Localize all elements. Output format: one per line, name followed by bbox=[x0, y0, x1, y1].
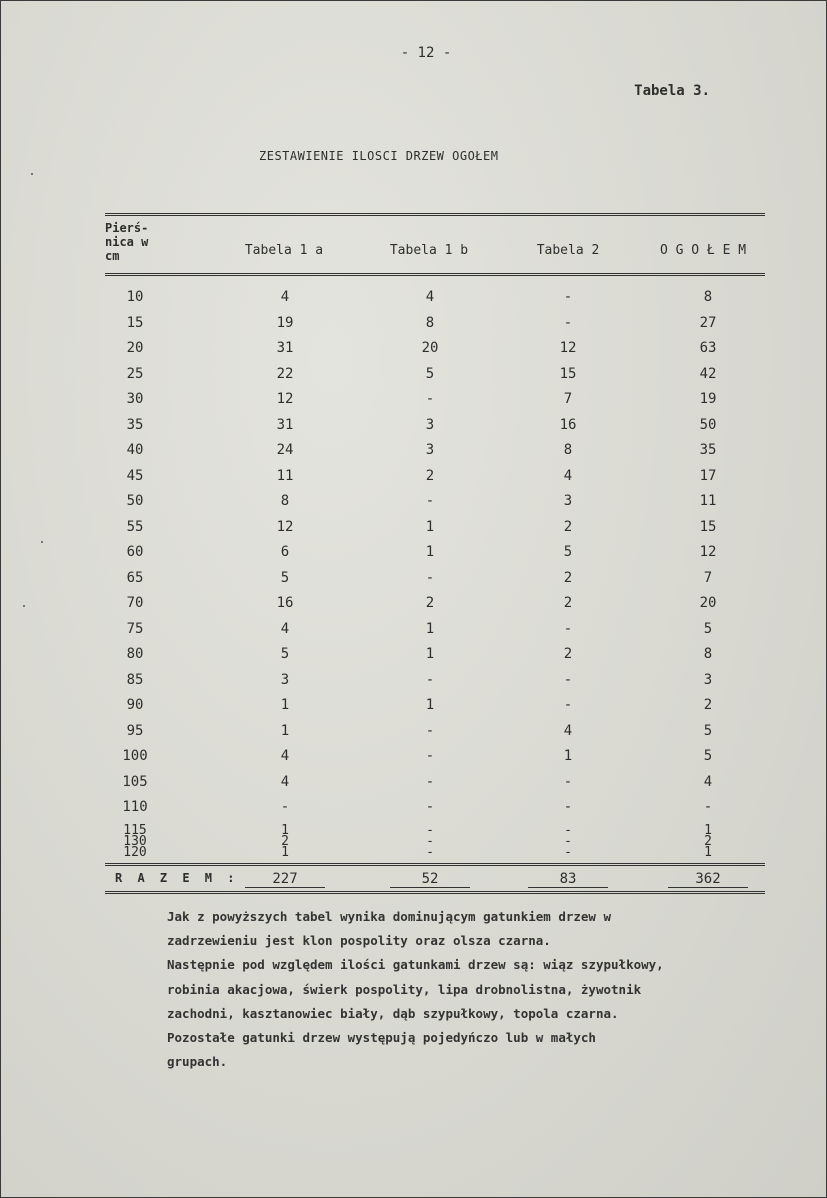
cell-tabela-2: 12 bbox=[559, 340, 577, 356]
cell-ogolem: 15 bbox=[699, 518, 717, 535]
paragraph-line: Jak z powyższych tabel wynika dominującym gatunkiem drzew w bbox=[167, 909, 612, 924]
total-tabela-1a: 227 bbox=[245, 871, 325, 888]
cell-tabela-2: 4 bbox=[563, 722, 573, 739]
cell-tabela-2: 5 bbox=[563, 544, 573, 560]
column-header-tabela-1b: Tabela 1 b bbox=[389, 243, 469, 258]
cell-ogolem: 35 bbox=[699, 442, 717, 458]
cell-tabela-2: - bbox=[563, 671, 573, 688]
cell-tabela-1b: - bbox=[425, 799, 435, 815]
cell-tabela-1a: 8 bbox=[280, 493, 290, 509]
cell-tabela-1b-stack bbox=[390, 822, 470, 860]
cell-diameter: 85 bbox=[126, 671, 144, 688]
cell-tabela-1b: 5 bbox=[425, 365, 435, 382]
paragraph-line: zadrzewieniu jest klon pospolity oraz olsza czarna. bbox=[167, 933, 551, 949]
cell-tabela-1b: - bbox=[426, 844, 434, 860]
cell-tabela-1a: 19 bbox=[276, 314, 294, 331]
cell-diameter: 70 bbox=[126, 595, 144, 611]
header-bottom-rule bbox=[105, 273, 765, 276]
cell-tabela-2: 2 bbox=[563, 595, 573, 611]
total-tabela-2: 83 bbox=[528, 871, 608, 888]
table-row bbox=[105, 799, 765, 825]
column-header-tabela-1a: Tabela 1 a bbox=[244, 243, 324, 258]
cell-ogolem: 8 bbox=[703, 289, 713, 305]
cell-diameter: 40 bbox=[126, 442, 144, 458]
cell-diameter-stack bbox=[95, 822, 175, 860]
cell-tabela-2: - bbox=[563, 773, 573, 790]
cell-ogolem: 5 bbox=[703, 722, 713, 739]
cell-tabela-2: 4 bbox=[563, 467, 573, 484]
cell-ogolem: 12 bbox=[699, 544, 717, 560]
cell-tabela-1a: - bbox=[280, 799, 290, 815]
cell-ogolem: 1 bbox=[704, 844, 712, 860]
cell-ogolem: 5 bbox=[703, 620, 713, 637]
paragraph-line: Pozostałe gatunki drzew występują pojedyńczo lub w małych bbox=[167, 1030, 596, 1046]
cell-diameter: 65 bbox=[126, 569, 144, 586]
cell-ogolem: 27 bbox=[699, 314, 717, 331]
cell-ogolem: 1 bbox=[704, 822, 712, 838]
cell-tabela-1a: 5 bbox=[280, 646, 290, 662]
cell-ogolem: 5 bbox=[703, 748, 713, 764]
table-row bbox=[105, 289, 765, 315]
cell-tabela-1a: 24 bbox=[276, 442, 294, 458]
cell-tabela-1a: 1 bbox=[281, 844, 289, 860]
cell-tabela-2: - bbox=[564, 833, 572, 849]
table-row bbox=[105, 315, 765, 341]
cell-ogolem: 42 bbox=[699, 365, 717, 382]
cell-diameter: 45 bbox=[126, 467, 144, 484]
cell-tabela-1a: 31 bbox=[276, 416, 294, 433]
paragraph-line: grupach. bbox=[167, 1054, 228, 1070]
total-tabela-1b: 52 bbox=[390, 871, 470, 888]
table-row bbox=[105, 519, 765, 545]
cell-tabela-1a: 22 bbox=[276, 365, 294, 382]
cell-ogolem: 2 bbox=[704, 833, 712, 849]
totals-bottom-rule bbox=[105, 891, 765, 894]
paragraph-line: robinia akacjowa, świerk pospolity, lipa drobnolistna, żywotnik bbox=[167, 981, 642, 997]
table-row bbox=[105, 672, 765, 698]
cell-ogolem: 2 bbox=[703, 697, 713, 713]
table-row bbox=[105, 340, 765, 366]
table-row bbox=[105, 544, 765, 570]
cell-tabela-2: - bbox=[563, 620, 573, 637]
table-row bbox=[105, 646, 765, 672]
cell-ogolem: 8 bbox=[703, 646, 713, 662]
cell-tabela-1a: 31 bbox=[276, 340, 294, 356]
table-row bbox=[105, 621, 765, 647]
cell-ogolem: 11 bbox=[699, 493, 717, 509]
cell-tabela-2: - bbox=[564, 822, 572, 838]
cell-tabela-1b: - bbox=[425, 722, 435, 739]
cell-tabela-1b: 2 bbox=[425, 467, 435, 484]
cell-diameter: 20 bbox=[126, 340, 144, 356]
cell-tabela-1b: 1 bbox=[425, 646, 435, 662]
cell-diameter: 130 bbox=[123, 833, 147, 849]
cell-diameter: 10 bbox=[126, 289, 144, 305]
cell-tabela-1a: 1 bbox=[280, 697, 290, 713]
cell-tabela-2-stack bbox=[528, 822, 608, 860]
paragraph-line: zachodni, kasztanowiec biały, dąb szypułkowy, topola czarna. bbox=[167, 1005, 619, 1021]
cell-diameter: 90 bbox=[126, 697, 144, 713]
cell-tabela-1b: 8 bbox=[425, 314, 435, 331]
total-ogolem: 362 bbox=[668, 871, 748, 888]
cell-tabela-1b: 1 bbox=[425, 518, 435, 535]
cell-tabela-1b: 20 bbox=[421, 340, 439, 356]
cell-diameter: 30 bbox=[126, 391, 144, 407]
cell-tabela-2: - bbox=[563, 697, 573, 713]
cell-tabela-1a: 1 bbox=[281, 822, 289, 838]
cell-tabela-1a: 11 bbox=[276, 467, 294, 484]
cell-diameter: 60 bbox=[126, 544, 144, 560]
totals-label: R A Z E M : bbox=[115, 871, 239, 885]
cell-tabela-2: 2 bbox=[563, 569, 573, 586]
cell-tabela-1a: 1 bbox=[280, 722, 290, 739]
cell-tabela-1a: 12 bbox=[276, 391, 294, 407]
table-row bbox=[105, 493, 765, 519]
column-header-tabela-2: Tabela 2 bbox=[536, 243, 600, 258]
cell-diameter: 105 bbox=[122, 773, 148, 790]
cell-tabela-2: 2 bbox=[563, 518, 573, 535]
cell-tabela-1b: 1 bbox=[425, 544, 435, 560]
table-row bbox=[105, 595, 765, 621]
cell-tabela-1b: - bbox=[425, 391, 435, 407]
cell-ogolem: 7 bbox=[703, 569, 713, 586]
summary-paragraph bbox=[167, 905, 807, 1074]
cell-ogolem: 17 bbox=[699, 467, 717, 484]
table-row bbox=[105, 391, 765, 417]
cell-tabela-1b: - bbox=[425, 493, 435, 509]
cell-diameter: 110 bbox=[122, 799, 148, 815]
cell-tabela-1a: 12 bbox=[276, 518, 294, 535]
table-top-rule bbox=[105, 213, 765, 216]
cell-tabela-1b: 2 bbox=[425, 595, 435, 611]
table-row bbox=[105, 570, 765, 596]
cell-diameter: 75 bbox=[126, 620, 144, 637]
table-row bbox=[105, 366, 765, 392]
cell-ogolem: 19 bbox=[699, 391, 717, 407]
table-row bbox=[105, 748, 765, 774]
cell-diameter: 100 bbox=[122, 748, 148, 764]
margin-speck bbox=[31, 173, 33, 175]
cell-tabela-1b: - bbox=[425, 773, 435, 790]
cell-tabela-1a: 4 bbox=[280, 620, 290, 637]
cell-ogolem: 4 bbox=[703, 773, 713, 790]
cell-tabela-2: - bbox=[564, 844, 572, 860]
table-row bbox=[105, 697, 765, 723]
paragraph-line: Następnie pod względem ilości gatunkami drzew są: wiąz szypułkowy, bbox=[167, 957, 664, 973]
cell-tabela-2: 15 bbox=[559, 365, 577, 382]
cell-diameter: 50 bbox=[126, 493, 144, 509]
table-body bbox=[105, 289, 765, 867]
cell-tabela-1b: 3 bbox=[425, 442, 435, 458]
cell-diameter: 15 bbox=[126, 314, 144, 331]
cell-tabela-1b: 4 bbox=[425, 289, 435, 305]
cell-tabela-1b: - bbox=[426, 822, 434, 838]
cell-ogolem: - bbox=[703, 799, 713, 815]
totals-row bbox=[105, 871, 765, 891]
cell-tabela-1a: 6 bbox=[280, 544, 290, 560]
cell-tabela-1b: 1 bbox=[425, 697, 435, 713]
cell-ogolem-stack bbox=[668, 822, 748, 860]
cell-tabela-1a: 4 bbox=[280, 773, 290, 790]
body-bottom-rule bbox=[105, 863, 765, 866]
cell-ogolem: 63 bbox=[699, 340, 717, 356]
document-title: ZESTAWIENIE ILOSCI DRZEW OGOŁEM bbox=[259, 149, 499, 163]
cell-tabela-1b: 3 bbox=[425, 416, 435, 433]
cell-tabela-1b: - bbox=[425, 569, 435, 586]
cell-ogolem: 3 bbox=[703, 671, 713, 688]
cell-tabela-2: 8 bbox=[563, 442, 573, 458]
cell-tabela-1a-stack bbox=[245, 822, 325, 860]
cell-tabela-1b: 1 bbox=[425, 620, 435, 637]
cell-diameter: 25 bbox=[126, 365, 144, 382]
cell-diameter: 95 bbox=[126, 722, 144, 739]
cell-tabela-2: 3 bbox=[563, 493, 573, 509]
table-label: Tabela 3. bbox=[634, 83, 710, 99]
cell-diameter: 55 bbox=[126, 518, 144, 535]
table-row bbox=[105, 468, 765, 494]
cell-tabela-1a: 4 bbox=[280, 748, 290, 764]
table-row bbox=[105, 723, 765, 749]
cell-tabela-2: 1 bbox=[563, 748, 573, 764]
cell-tabela-1a: 2 bbox=[281, 833, 289, 849]
table-row bbox=[105, 417, 765, 443]
cell-diameter: 120 bbox=[123, 844, 147, 860]
cell-tabela-1a: 16 bbox=[276, 595, 294, 611]
table-row-stacked bbox=[105, 822, 765, 867]
cell-tabela-1a: 4 bbox=[280, 289, 290, 305]
table-row bbox=[105, 442, 765, 468]
cell-diameter: 80 bbox=[126, 646, 144, 662]
cell-tabela-2: 16 bbox=[559, 416, 577, 433]
cell-tabela-2: 7 bbox=[563, 391, 573, 407]
cell-tabela-2: - bbox=[563, 799, 573, 815]
cell-diameter: 35 bbox=[126, 416, 144, 433]
cell-tabela-1b: - bbox=[425, 671, 435, 688]
cell-diameter: 115 bbox=[123, 822, 147, 838]
cell-ogolem: 20 bbox=[699, 595, 717, 611]
column-header-diameter: Pierś-nica w cm bbox=[105, 221, 149, 263]
cell-tabela-2: - bbox=[563, 289, 573, 305]
cell-tabela-2: - bbox=[563, 314, 573, 331]
cell-tabela-1a: 3 bbox=[280, 671, 290, 688]
cell-tabela-1b: - bbox=[425, 748, 435, 764]
margin-speck bbox=[23, 605, 25, 607]
cell-tabela-1a: 5 bbox=[280, 569, 290, 586]
cell-tabela-1b: - bbox=[426, 833, 434, 849]
table-row bbox=[105, 774, 765, 800]
column-header-total: O G O Ł E M bbox=[659, 243, 747, 258]
margin-speck bbox=[41, 541, 43, 543]
cell-tabela-2: 2 bbox=[563, 646, 573, 662]
cell-ogolem: 50 bbox=[699, 416, 717, 433]
page-number: - 12 - bbox=[400, 45, 452, 61]
